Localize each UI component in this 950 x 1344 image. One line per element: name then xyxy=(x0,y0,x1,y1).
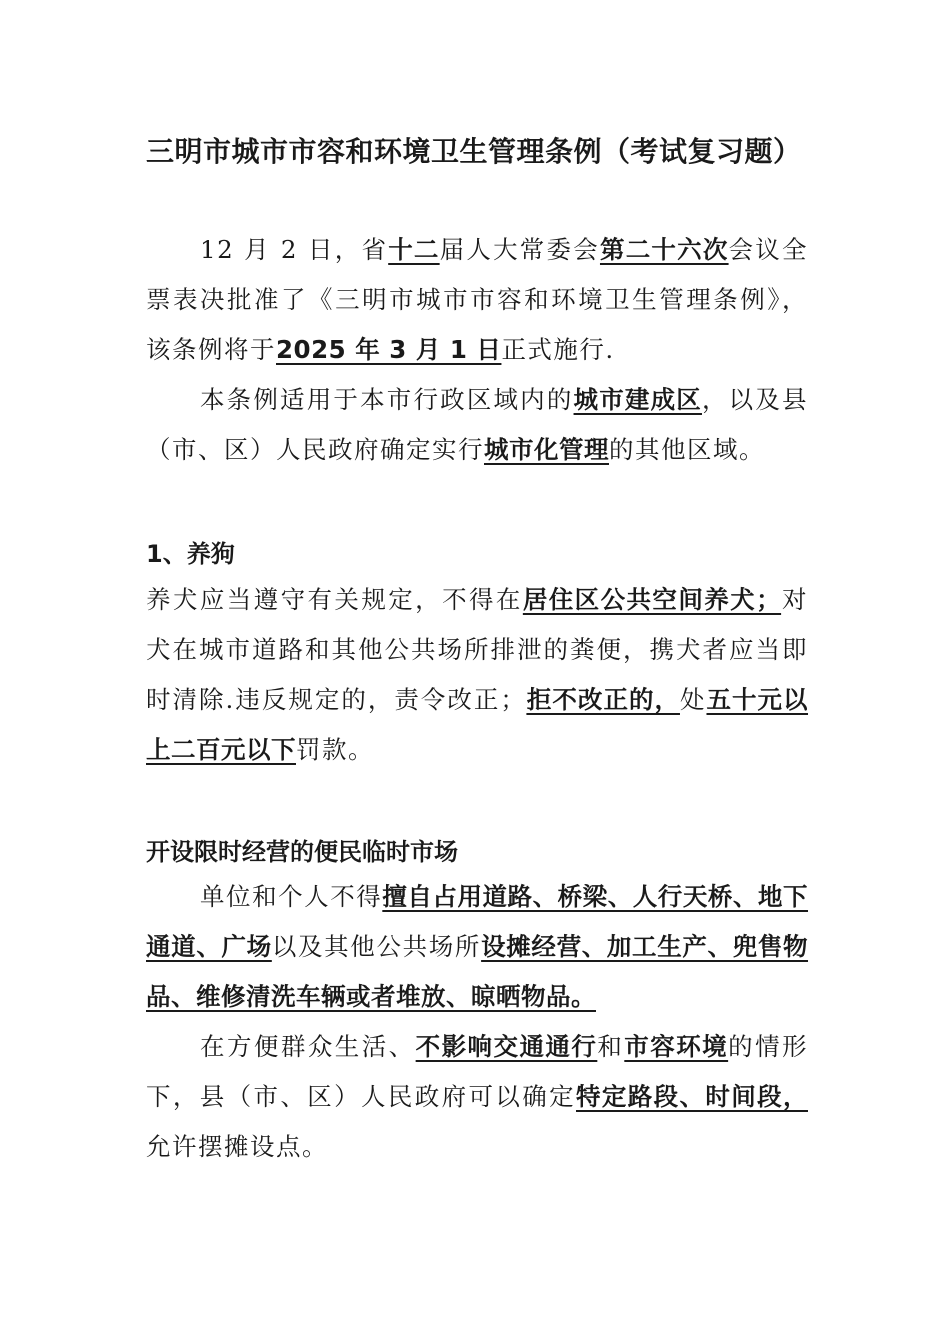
text: 在方便群众生活、 xyxy=(200,1032,416,1061)
text: 处 xyxy=(679,685,707,714)
underlined-term: 拒不改正的， xyxy=(526,685,680,714)
text: 以及其他公共场所 xyxy=(271,932,482,961)
text: 罚款。 xyxy=(296,735,374,764)
text: 对犬在城市道路和其他公共场所排泄的粪便，携犬者应当即时清除.违反规定的，责令改正； xyxy=(146,585,809,714)
text: ，以及县（市、区）人民政府确定实行 xyxy=(146,385,809,464)
underlined-fine: 五十元以上二百元以下 xyxy=(146,685,809,764)
text: 的情形下，县（市、区）人民政府可以确定 xyxy=(146,1032,809,1111)
underlined-term: 市容环境 xyxy=(624,1032,729,1061)
text: 和 xyxy=(597,1032,625,1061)
underlined-term: 设摊经营、加工生产、兜售物品、维修清洗车辆或者堆放、晾晒物品。 xyxy=(146,932,809,1011)
underlined-term: 城市建成区 xyxy=(573,385,702,414)
text: 的其他区域。 xyxy=(609,435,765,464)
section-heading-dog: 1、养狗 xyxy=(146,540,235,568)
text: 本条例适用于本市行政区域内的 xyxy=(200,385,574,414)
section-market-paragraph-1 xyxy=(146,872,808,1022)
intro-paragraph-1 xyxy=(146,225,808,375)
underlined-term: 擅自占用道路、桥梁、人行天桥、地下通道、广场 xyxy=(146,882,809,961)
text: 正式施行. xyxy=(501,335,615,364)
underlined-date: 2025 年 3 月 1 日 xyxy=(276,335,502,364)
section-heading-market: 开设限时经营的便民临时市场 xyxy=(146,838,458,866)
underlined-term: 居住区公共空间养犬； xyxy=(522,585,782,614)
page-title: 三明市城市市容和环境卫生管理条例（考试复习题） xyxy=(146,135,802,168)
text: 12 月 2 日，省 xyxy=(200,235,389,264)
underlined-term: 第二十六次 xyxy=(599,235,729,264)
underlined-term: 城市化管理 xyxy=(484,435,609,464)
section-dog-paragraph xyxy=(146,575,808,775)
text: 届人大常委会 xyxy=(439,235,600,264)
section-market-paragraph-2 xyxy=(146,1022,808,1172)
text: 单位和个人不得 xyxy=(200,882,383,911)
underlined-term: 特定路段、时间段， xyxy=(576,1082,808,1111)
underlined-term: 不影响交通通行 xyxy=(415,1032,598,1061)
text: 养犬应当遵守有关规定，不得在 xyxy=(146,585,523,614)
text: 会议全票表决批准了《三明市城市市容和环境卫生管理条例》，该条例将于 xyxy=(146,235,809,364)
text: 允许摆摊设点。 xyxy=(146,1132,328,1161)
intro-paragraph-2 xyxy=(146,375,808,475)
underlined-term: 十二 xyxy=(388,235,440,264)
